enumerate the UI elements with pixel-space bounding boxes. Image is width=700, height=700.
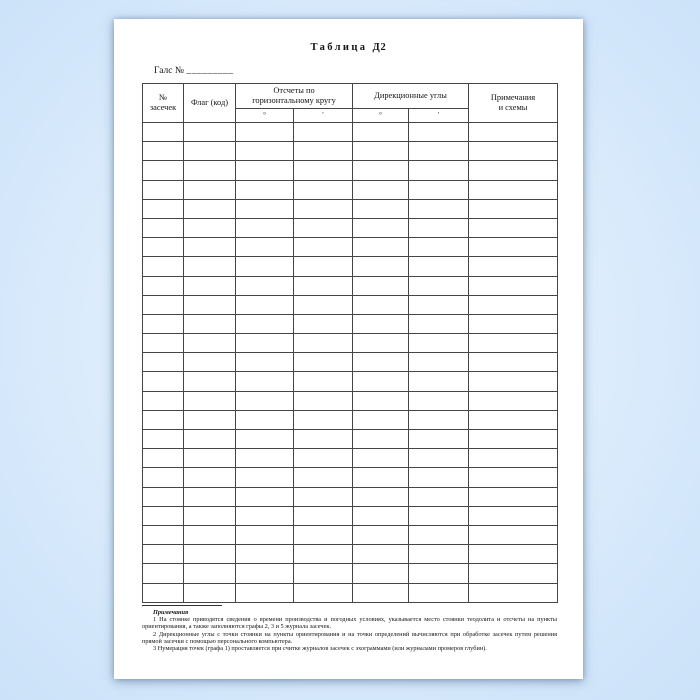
- table-cell: [469, 430, 558, 449]
- table-cell: [469, 161, 558, 180]
- table-cell: [353, 238, 409, 257]
- footnote-item: 3 Нумерация точек (графа 1) проставляется при считке журналов засечек с эхограммами (или журналами промеров глубин).: [153, 645, 487, 653]
- table-cell: [236, 276, 294, 295]
- table-body: [143, 123, 558, 603]
- table-row: [143, 506, 558, 525]
- table-row: [143, 218, 558, 237]
- survey-table: [142, 83, 558, 603]
- table-cell: [294, 353, 353, 372]
- table-row: [143, 430, 558, 449]
- col-header-notes-line1: Примечания: [490, 93, 536, 103]
- table-cell: [236, 257, 294, 276]
- table-cell: [143, 545, 184, 564]
- table-row: [143, 123, 558, 142]
- page-title: [114, 42, 583, 53]
- table-cell: [294, 564, 353, 583]
- table-row: [143, 238, 558, 257]
- tack-number-line: [154, 66, 234, 76]
- table-cell: [236, 161, 294, 180]
- document-page: [114, 19, 583, 679]
- table-cell: [294, 468, 353, 487]
- table-cell: [353, 391, 409, 410]
- table-cell: [409, 142, 469, 161]
- table-cell: [409, 123, 469, 142]
- table-cell: [236, 525, 294, 544]
- footnote-separator-line: [142, 605, 222, 606]
- table-cell: [409, 180, 469, 199]
- table-cell: [294, 545, 353, 564]
- table-row: [143, 353, 558, 372]
- tack-number-blank: _________: [186, 66, 234, 76]
- table-cell: [353, 410, 409, 429]
- table-cell: [184, 199, 236, 218]
- table-cell: [409, 487, 469, 506]
- table-cell: [143, 295, 184, 314]
- table-row: [143, 391, 558, 410]
- col-header-mark-number: [143, 84, 184, 123]
- table-cell: [294, 583, 353, 602]
- table-cell: [469, 410, 558, 429]
- table-cell: [236, 199, 294, 218]
- table-cell: [143, 564, 184, 583]
- table-cell: [184, 257, 236, 276]
- table-cell: [469, 238, 558, 257]
- table-cell: [294, 487, 353, 506]
- table-cell: [469, 449, 558, 468]
- table-cell: [184, 218, 236, 237]
- table-cell: [409, 218, 469, 237]
- table-cell: [236, 142, 294, 161]
- table-row: [143, 583, 558, 602]
- table-row: [143, 334, 558, 353]
- table-cell: [409, 410, 469, 429]
- table-cell: [184, 449, 236, 468]
- table-cell: [353, 257, 409, 276]
- table-cell: [469, 123, 558, 142]
- table-cell: [353, 487, 409, 506]
- table-cell: [236, 372, 294, 391]
- table-row: [143, 295, 558, 314]
- subcol-directional-minutes: ′: [409, 109, 469, 123]
- col-header-horizontal-circle-readings: [236, 84, 353, 109]
- page-title-number: Д2: [372, 42, 387, 53]
- table-cell: [143, 257, 184, 276]
- table-cell: [409, 468, 469, 487]
- table-cell: [469, 314, 558, 333]
- table-cell: [469, 583, 558, 602]
- table-cell: [469, 525, 558, 544]
- table-cell: [143, 314, 184, 333]
- table-cell: [184, 238, 236, 257]
- table-row: [143, 372, 558, 391]
- table-cell: [236, 583, 294, 602]
- table-cell: [353, 430, 409, 449]
- table-cell: [469, 391, 558, 410]
- col-header-notes-schemes: [469, 84, 558, 123]
- table-cell: [294, 391, 353, 410]
- table-cell: [294, 506, 353, 525]
- table-cell: [294, 123, 353, 142]
- table-cell: [143, 334, 184, 353]
- table-cell: [469, 218, 558, 237]
- table-cell: [184, 180, 236, 199]
- table-cell: [409, 199, 469, 218]
- table-cell: [469, 142, 558, 161]
- col-header-mark-number-line2: засечек: [149, 103, 177, 112]
- table-cell: [353, 334, 409, 353]
- table-cell: [294, 372, 353, 391]
- table-cell: [143, 276, 184, 295]
- table-cell: [184, 468, 236, 487]
- subcol-directional-degrees: °: [353, 109, 409, 123]
- table-cell: [409, 276, 469, 295]
- table-cell: [409, 525, 469, 544]
- table-row: [143, 449, 558, 468]
- table-cell: [294, 525, 353, 544]
- page-title-word: Таблица: [310, 42, 368, 53]
- table-cell: [294, 430, 353, 449]
- table-cell: [353, 468, 409, 487]
- table-cell: [294, 161, 353, 180]
- table-cell: [469, 487, 558, 506]
- table-cell: [184, 430, 236, 449]
- table-cell: [236, 391, 294, 410]
- table-cell: [236, 449, 294, 468]
- table-row: [143, 161, 558, 180]
- table-cell: [469, 468, 558, 487]
- table-cell: [409, 161, 469, 180]
- table-cell: [184, 353, 236, 372]
- table-cell: [143, 372, 184, 391]
- table-cell: [409, 449, 469, 468]
- table-cell: [469, 295, 558, 314]
- table-cell: [409, 334, 469, 353]
- table-cell: [143, 199, 184, 218]
- table-cell: [469, 564, 558, 583]
- table-cell: [353, 142, 409, 161]
- table-cell: [353, 545, 409, 564]
- table-cell: [236, 314, 294, 333]
- table-cell: [236, 564, 294, 583]
- table-cell: [469, 372, 558, 391]
- table-cell: [143, 180, 184, 199]
- table-cell: [409, 295, 469, 314]
- table-cell: [184, 142, 236, 161]
- table-cell: [409, 391, 469, 410]
- table-cell: [184, 564, 236, 583]
- table-cell: [184, 161, 236, 180]
- table-cell: [143, 506, 184, 525]
- subcol-readings-minutes: ′: [294, 109, 353, 123]
- table-cell: [236, 487, 294, 506]
- table-cell: [409, 314, 469, 333]
- table-cell: [294, 180, 353, 199]
- table-cell: [236, 295, 294, 314]
- table-cell: [143, 449, 184, 468]
- table-cell: [184, 487, 236, 506]
- table-header: [143, 84, 558, 123]
- table-cell: [143, 525, 184, 544]
- table-cell: [143, 142, 184, 161]
- table-cell: [353, 449, 409, 468]
- table-cell: [353, 353, 409, 372]
- table-cell: [236, 123, 294, 142]
- table-cell: [143, 468, 184, 487]
- table-row: [143, 525, 558, 544]
- table-cell: [409, 506, 469, 525]
- table-cell: [409, 257, 469, 276]
- table-row: [143, 487, 558, 506]
- table-cell: [184, 314, 236, 333]
- table-cell: [353, 372, 409, 391]
- table-cell: [294, 449, 353, 468]
- table-cell: [236, 218, 294, 237]
- table-cell: [143, 487, 184, 506]
- table-cell: [184, 334, 236, 353]
- table-cell: [469, 257, 558, 276]
- table-cell: [143, 123, 184, 142]
- table-row: [143, 410, 558, 429]
- footnotes-heading: Примечания: [153, 609, 189, 616]
- table-row: [143, 199, 558, 218]
- table-row: [143, 257, 558, 276]
- table-cell: [143, 161, 184, 180]
- table-cell: [469, 353, 558, 372]
- col-header-readings-line1: Отсчеты по: [273, 86, 315, 96]
- table-cell: [236, 410, 294, 429]
- table-cell: [236, 180, 294, 199]
- table-cell: [184, 123, 236, 142]
- table-cell: [236, 353, 294, 372]
- table-cell: [294, 276, 353, 295]
- table-cell: [143, 391, 184, 410]
- table-cell: [184, 295, 236, 314]
- table-cell: [409, 353, 469, 372]
- table-cell: [294, 257, 353, 276]
- table-row: [143, 468, 558, 487]
- table-cell: [294, 142, 353, 161]
- table-row: [143, 276, 558, 295]
- table-cell: [469, 545, 558, 564]
- table-cell: [469, 276, 558, 295]
- col-header-mark-number-line1: №: [159, 93, 167, 103]
- table-cell: [353, 123, 409, 142]
- table-cell: [294, 218, 353, 237]
- table-cell: [294, 295, 353, 314]
- table-cell: [184, 276, 236, 295]
- table-cell: [143, 238, 184, 257]
- table-cell: [469, 199, 558, 218]
- table-row: [143, 564, 558, 583]
- col-header-flag-code: [184, 84, 236, 123]
- subcol-readings-degrees: °: [236, 109, 294, 123]
- table-cell: [353, 180, 409, 199]
- table-cell: [184, 391, 236, 410]
- table-cell: [294, 334, 353, 353]
- table-cell: [294, 410, 353, 429]
- table-cell: [236, 468, 294, 487]
- col-header-directional-angles-label: Дирекционные углы: [374, 91, 447, 101]
- table-cell: [353, 295, 409, 314]
- table-cell: [409, 372, 469, 391]
- table-cell: [143, 218, 184, 237]
- footnote-item: 1 На стоянке приводятся сведения о времени производства и погодных условиях, указывается место стоянки теодолита и отсчеты на пункты ориентирования, а также заполняются графы 2, 3 и 5 журнала засечек.: [142, 616, 557, 631]
- col-header-directional-angles: [353, 84, 469, 109]
- table-cell: [353, 583, 409, 602]
- table-cell: [409, 238, 469, 257]
- table-cell: [184, 506, 236, 525]
- table-cell: [353, 506, 409, 525]
- table-cell: [469, 180, 558, 199]
- table-cell: [236, 430, 294, 449]
- table-cell: [184, 583, 236, 602]
- table-row: [143, 545, 558, 564]
- table-cell: [236, 238, 294, 257]
- table-cell: [353, 276, 409, 295]
- table-cell: [184, 372, 236, 391]
- table-cell: [184, 410, 236, 429]
- table-cell: [469, 506, 558, 525]
- table-cell: [294, 238, 353, 257]
- table-cell: [353, 218, 409, 237]
- table-cell: [143, 410, 184, 429]
- table-cell: [353, 314, 409, 333]
- tack-number-label: Галс №: [154, 66, 184, 76]
- table-cell: [294, 199, 353, 218]
- table-cell: [353, 199, 409, 218]
- table-cell: [143, 583, 184, 602]
- table-cell: [294, 314, 353, 333]
- table-cell: [236, 506, 294, 525]
- col-header-readings-line2: горизонтальному кругу: [252, 96, 336, 105]
- table-cell: [184, 525, 236, 544]
- footnotes-section: [142, 605, 557, 652]
- table-row: [143, 142, 558, 161]
- table-cell: [409, 564, 469, 583]
- footnote-item: 2 Дирекционные углы с точки стоянки на пункты ориентирования и на точки определений вычисляются при обработке засечек путем решения прямой засечки с помощью персонального компьютера.: [142, 630, 557, 645]
- table-cell: [469, 334, 558, 353]
- table-row: [143, 314, 558, 333]
- table-row: [143, 180, 558, 199]
- table-cell: [184, 545, 236, 564]
- table-cell: [409, 545, 469, 564]
- col-header-notes-line2: и схемы: [498, 103, 528, 112]
- col-header-flag-code-label: Флаг (код): [190, 98, 229, 108]
- table-cell: [353, 161, 409, 180]
- table-cell: [236, 334, 294, 353]
- table-cell: [409, 430, 469, 449]
- table-cell: [409, 583, 469, 602]
- table-cell: [143, 353, 184, 372]
- table-cell: [353, 525, 409, 544]
- table-cell: [236, 545, 294, 564]
- table-cell: [143, 430, 184, 449]
- table-cell: [353, 564, 409, 583]
